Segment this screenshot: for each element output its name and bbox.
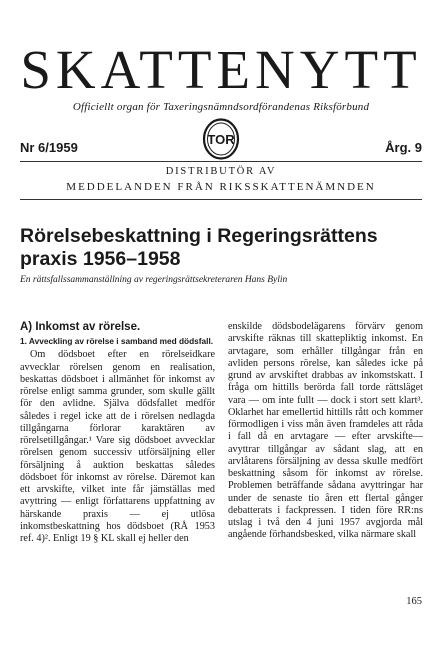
distributor-name: MEDDELANDEN FRÅN RIKSSKATTENÄMNDEN <box>66 181 376 193</box>
body-text: enskilde dödsbodelägarens förvärv genom arvskifte räknas till skattepliktig inkomst. En arvtagare, som erhåller tillgångar från en avliden persons rörelse, kan således icke på grund av arvskiftet drabbas av inkomstskatt. I fråga om hittills berörda fall torde rättsläget vara — om inte fullt — dock i stort sett klart³. Oklarhet har emellertid hittills rått och kommer förmodligen i viss mån även framdeles att råda i fall då en arvtagare — efter arvskifte—avyttrar tillgångar av sådant slag, att en arvlåtarens försäljning av dessa skulle medfört beskattning såsom för inkomst av rörelse. Problemen beträffande sådana avyttringar har under de senaste tio åren ett flertal gånger debatterats i fackpressen. I tiden före RR:ns utslag i två den 4 juni 1957 avgjorda mål angående förhandsbesked, vilka närmare skall <box>228 321 423 541</box>
divider <box>20 199 422 200</box>
body-text: Om dödsboet efter en rörelseidkare avvecklar rörelsen genom en realisation, beskattas dödsboet i allmänhet för inkomst av rörelse enligt samma grunder, som skulle gällt för den avlidne. Själva dödsfallet medför således i regel icke att de i rörelsen nedlagda tillgångarna förlorar karaktären av rörelsetillgångar.¹ Vare sig dödsboet avvecklar rörelsen genom successiv utförsäljning eller försäljning å auktion beskattas således dödsboet för inkomst av rörelse. Däremot kan ett arvskifte, vilket inte får jämställas med avyttring — enligt författarens uppfattning av härskande praxis — ej utlösa inkomstbeskattning hos dödsboet (RÅ 1953 ref. 4)². Enligt 19 § KL skall ej heller den <box>20 349 215 544</box>
right-column <box>228 321 423 542</box>
masthead-subtitle: Officiellt organ för Taxeringsnämndsordförandenas Riksförbund <box>72 101 370 113</box>
section-heading: A) Inkomst av rörelse. <box>20 321 141 333</box>
divider <box>20 161 422 162</box>
issue-row <box>20 118 422 162</box>
tor-logo-icon <box>202 118 240 160</box>
distributor-label: DISTRIBUTÖR AV <box>165 166 277 177</box>
article-title: Rörelsebeskattning i Regeringsrättens praxis 1956–1958 <box>20 225 378 270</box>
volume-number: Årg. 9 <box>385 140 422 155</box>
article-byline: En rättsfallssammanställning av regeringsrättsekreteraren Hans Bylin <box>20 275 288 285</box>
left-column <box>20 321 215 545</box>
subsection-heading: 1. Avveckling av rörelse i samband med dödsfall. <box>20 336 214 347</box>
issue-number: Nr 6/1959 <box>20 140 78 155</box>
svg-text:TOR: TOR <box>207 132 235 147</box>
page-number: 165 <box>406 596 422 607</box>
masthead-title: SKATTENYTT <box>20 39 422 100</box>
